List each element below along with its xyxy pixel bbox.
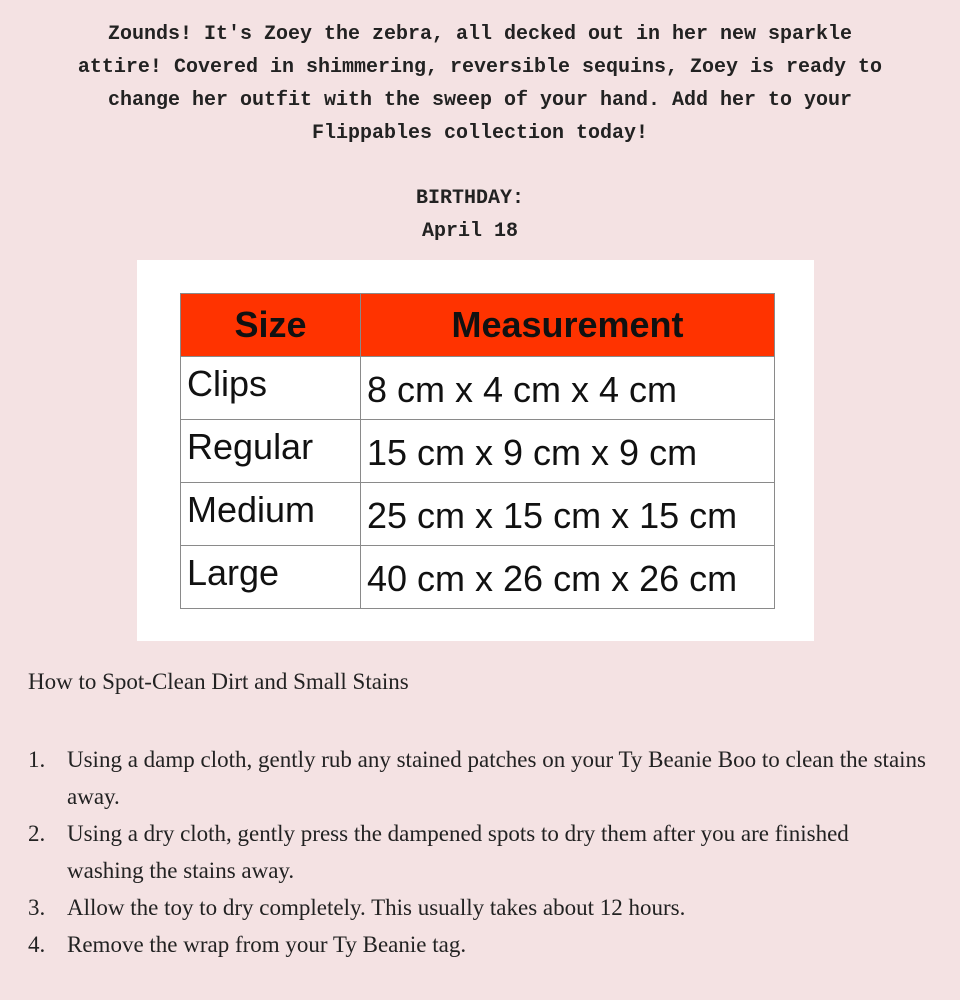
step-number: 2. (28, 821, 46, 846)
description-line: change her outfit with the sweep of your hand. Add her to your (107, 89, 853, 112)
list-item (28, 889, 928, 926)
list-item (28, 815, 928, 889)
birthday-block (0, 182, 940, 248)
table-row (181, 420, 775, 483)
description-line: attire! Covered in shimmering, reversible sequins, Zoey is ready to (77, 56, 883, 79)
step-text: Allow the toy to dry completely. This usually takes about 12 hours. (67, 895, 686, 920)
size-chart-image (137, 260, 814, 641)
step-text: Remove the wrap from your Ty Beanie tag. (67, 932, 467, 957)
step-text: Using a dry cloth, gently press the dampened spots to dry them after you are finished washing the stains away. (67, 821, 849, 883)
list-item (28, 926, 928, 963)
size-cell: Medium (181, 483, 361, 546)
table-row (181, 546, 775, 609)
measurement-column-header: Measurement (361, 294, 775, 357)
birthday-label: BIRTHDAY: (415, 187, 525, 210)
size-cell: Large (181, 546, 361, 609)
size-cell: Regular (181, 420, 361, 483)
description-line: Zounds! It's Zoey the zebra, all decked out in her new sparkle (107, 23, 853, 46)
care-steps-list (28, 741, 928, 963)
step-text: Using a damp cloth, gently rub any stained patches on your Ty Beanie Boo to clean the stains away. (67, 747, 926, 809)
step-number: 3. (28, 895, 46, 920)
description-line: Flippables collection today! (311, 122, 649, 145)
measurement-cell: 40 cm x 26 cm x 26 cm (361, 546, 775, 609)
step-number: 1. (28, 747, 46, 772)
measurement-cell: 8 cm x 4 cm x 4 cm (361, 357, 775, 420)
list-item (28, 741, 928, 815)
size-table (180, 293, 775, 609)
birthday-date: April 18 (421, 220, 518, 243)
product-description (0, 18, 960, 150)
size-column-header: Size (181, 294, 361, 357)
table-row (181, 483, 775, 546)
table-row (181, 357, 775, 420)
size-cell: Clips (181, 357, 361, 420)
step-number: 4. (28, 932, 46, 957)
measurement-cell: 25 cm x 15 cm x 15 cm (361, 483, 775, 546)
measurement-cell: 15 cm x 9 cm x 9 cm (361, 420, 775, 483)
care-instructions-title: How to Spot-Clean Dirt and Small Stains (28, 669, 409, 694)
table-header-row (181, 294, 775, 357)
